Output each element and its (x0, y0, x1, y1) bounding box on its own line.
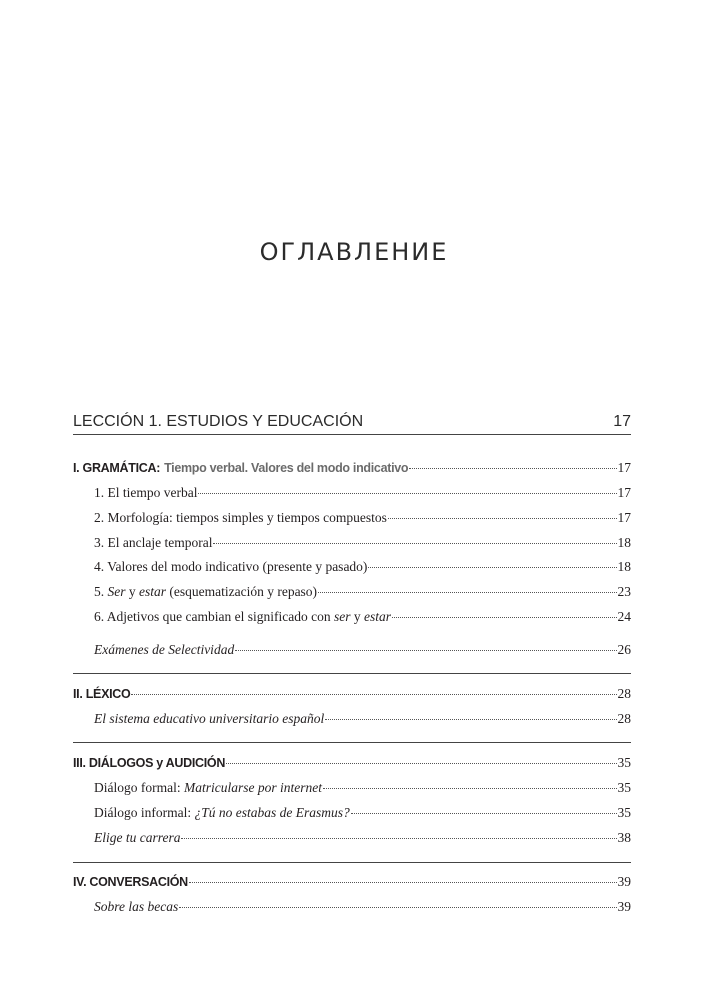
entry-text: Exámenes de Selectividad (94, 642, 235, 657)
page-number: 35 (617, 780, 631, 795)
entry-text: 3. El anclaje temporal (94, 535, 213, 550)
section-label: III. DIÁLOGOS y AUDICIÓN (73, 756, 226, 770)
dot-leader (392, 617, 617, 618)
page-number: 23 (617, 584, 631, 599)
toc-entry-conversacion[interactable] (73, 874, 631, 892)
page-number: 39 (617, 874, 631, 889)
toc-entry[interactable] (94, 780, 631, 798)
dot-leader (198, 493, 616, 494)
page-number: 28 (617, 711, 631, 726)
entry-text-part: Diálogo formal: (94, 780, 184, 795)
dot-leader (131, 694, 616, 695)
page-number: 35 (617, 805, 631, 820)
dot-leader (323, 788, 617, 789)
dot-leader (213, 543, 616, 544)
lesson-title: LECCIÓN 1. ESTUDIOS Y EDUCACIÓN (73, 413, 364, 430)
toc-entry[interactable] (94, 805, 631, 823)
dot-leader (189, 882, 617, 883)
toc-entry-examenes[interactable] (94, 642, 631, 660)
page-number: 18 (617, 535, 631, 550)
entry-text-italic: Matricularse por internet (183, 780, 322, 795)
page-number: 18 (617, 559, 631, 574)
toc-entry[interactable] (94, 535, 631, 553)
toc-entry[interactable] (94, 899, 631, 917)
page-number: 38 (617, 830, 631, 845)
toc-entry[interactable] (94, 485, 631, 503)
toc-entry[interactable] (94, 584, 631, 602)
entry-text: Elige tu carrera (94, 830, 181, 845)
entry-text: Sobre las becas (94, 899, 179, 914)
entry-text: 4. Valores del modo indicativo (presente y pasado) (94, 559, 368, 574)
entry-text-italic: estar (139, 584, 166, 599)
entry-text-part: 5. (94, 584, 108, 599)
dot-leader (318, 592, 616, 593)
dot-leader (226, 763, 616, 764)
dot-leader (179, 907, 616, 908)
toc-entry[interactable] (94, 830, 631, 848)
section-label: II. LÉXICO (73, 687, 131, 701)
entry-text-part: (esquematización y repaso) (166, 584, 318, 599)
entry-text (94, 780, 322, 796)
page-number: 17 (617, 485, 631, 500)
entry-text (94, 584, 317, 600)
entry-text (94, 805, 350, 821)
toc-entry[interactable] (94, 609, 631, 627)
section-label: I. GRAMÁTICA: (73, 461, 161, 475)
section-subtitle: Tiempo verbal. Valores del modo indicativo (164, 461, 409, 475)
entry-text-part: 6. Adjetivos que cambian el significado con (94, 609, 334, 624)
toc-entry[interactable] (94, 559, 631, 577)
toc-entry[interactable] (94, 711, 631, 729)
lesson-page-number: 17 (613, 413, 631, 430)
toc-entry-dialogos[interactable] (73, 755, 631, 773)
entry-text: El sistema educativo universitario español (94, 711, 325, 726)
dot-leader (181, 838, 616, 839)
entry-text-part: y (350, 609, 364, 624)
page-number: 17 (617, 460, 631, 475)
entry-text-italic: Ser (107, 584, 126, 599)
section-divider (73, 673, 631, 674)
dot-leader (351, 813, 617, 814)
page-number: 17 (617, 510, 631, 525)
toc-entry-gramatica[interactable] (73, 459, 631, 477)
entry-text-italic: estar (363, 609, 391, 624)
section-label: IV. CONVERSACIÓN (73, 875, 188, 889)
page-number: 24 (617, 609, 631, 624)
entry-text-italic: ser (333, 609, 351, 624)
toc-entry[interactable] (94, 510, 631, 528)
entry-text (94, 609, 391, 625)
section-divider (73, 862, 631, 863)
page-number: 26 (617, 642, 631, 657)
dot-leader (325, 719, 616, 720)
section-divider (73, 742, 631, 743)
page-number: 39 (617, 899, 631, 914)
entry-text: 1. El tiempo verbal (94, 485, 198, 500)
dot-leader (235, 650, 616, 651)
lesson-heading (73, 412, 631, 435)
dot-leader (368, 567, 616, 568)
toc-entry-lexico[interactable] (73, 686, 631, 704)
entry-text-part: y (125, 584, 139, 599)
dot-leader (388, 518, 617, 519)
entry-text: 2. Morfología: tiempos simples y tiempos compuestos (94, 510, 387, 525)
page-number: 35 (617, 755, 631, 770)
page-number: 28 (617, 686, 631, 701)
entry-text-part: Diálogo informal: (94, 805, 195, 820)
dot-leader (409, 468, 616, 469)
entry-text-italic: ¿Tú no estabas de Erasmus? (194, 805, 350, 820)
page-title: ОГЛАВЛЕНИЕ (259, 238, 449, 266)
